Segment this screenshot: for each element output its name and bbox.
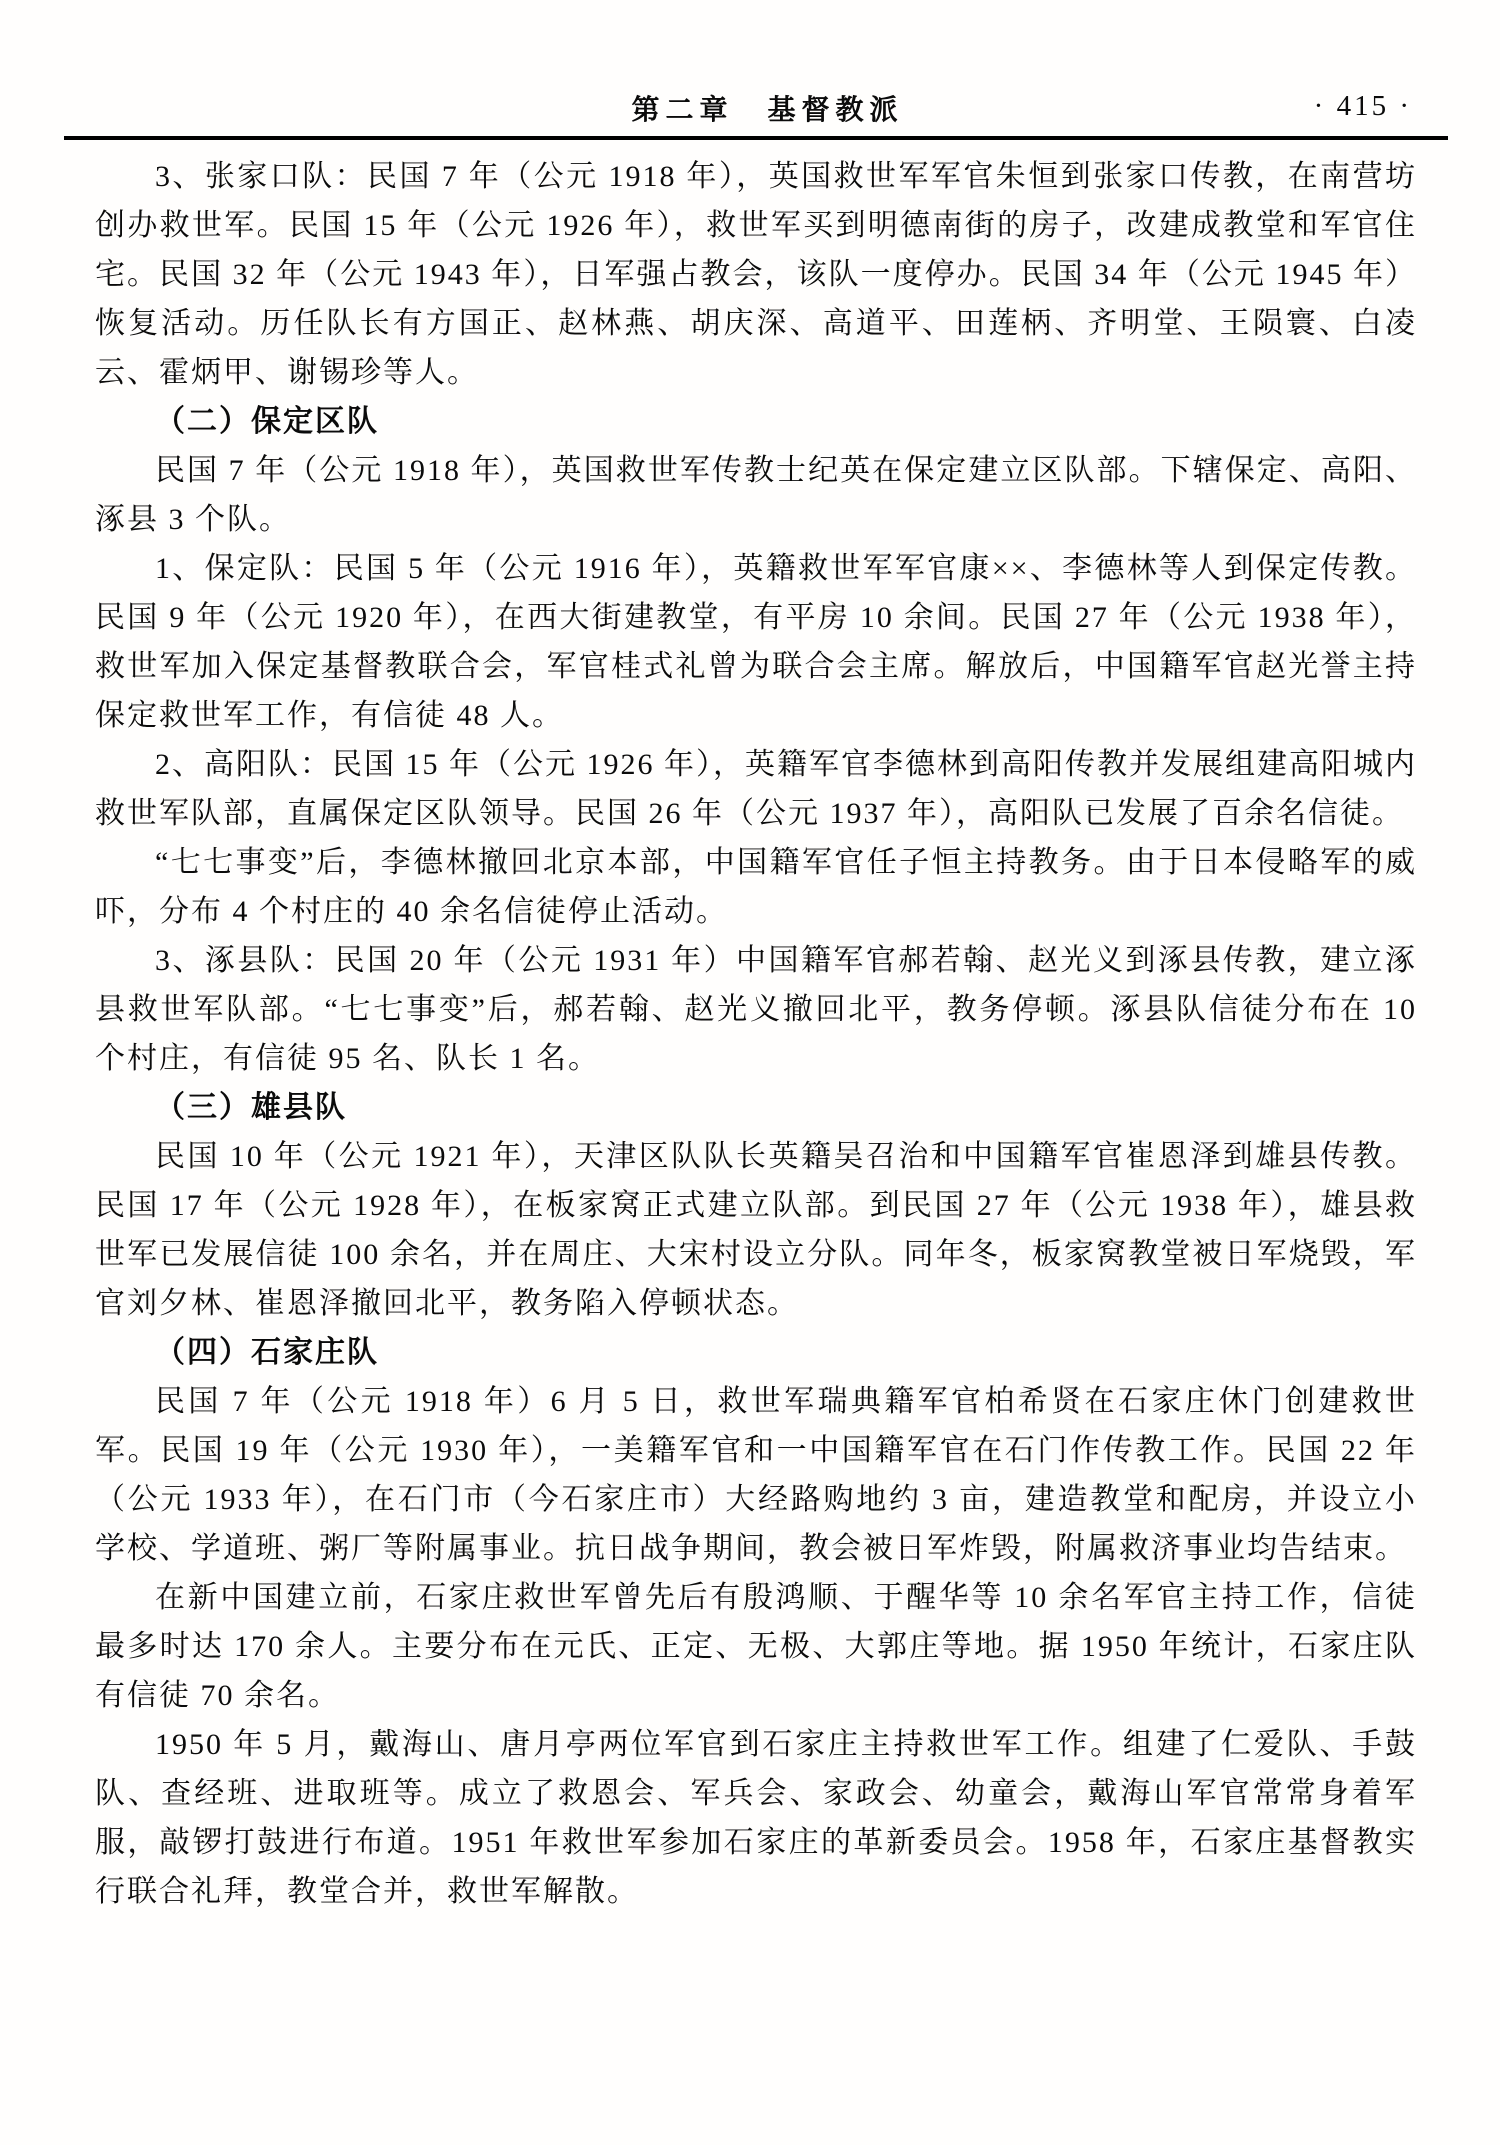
page-number: · 415 · <box>1313 90 1412 122</box>
paragraph: 民国 10 年（公元 1921 年），天津区队队长英籍吴召治和中国籍军官崔恩泽到雄县传教。民国 17 年（公元 1928 年），在板家窝正式建立队部。到民国 27 年（公元 1938 年），雄县救世军已发展信徒 100 余名，并在周庄、大宋村设立分队。同年冬，板家窝教堂被日军烧毁，军官刘夕林、崔恩泽撤回北平，教务陷入停顿状态。 <box>95 1140 1417 1320</box>
section-heading: （四）石家庄队 <box>155 1336 379 1369</box>
paragraph: “七七事变”后，李德林撤回北京本部，中国籍军官任子恒主持教务。由于日本侵略军的威吓，分布 4 个村庄的 40 余名信徒停止活动。 <box>95 846 1417 928</box>
paragraph: 在新中国建立前，石家庄救世军曾先后有殷鸿顺、于醒华等 10 余名军官主持工作，信徒最多时达 170 余人。主要分布在元氏、正定、无极、大郭庄等地。据 1950 年统计，石家庄队有信徒 70 余名。 <box>95 1581 1417 1712</box>
paragraph: 3、涿县队：民国 20 年（公元 1931 年）中国籍军官郝若翰、赵光义到涿县传教，建立涿县救世军队部。“七七事变”后，郝若翰、赵光义撤回北平，教务停顿。涿县队信徒分布在 10 个村庄，有信徒 95 名、队长 1 名。 <box>95 944 1417 1075</box>
page-body <box>95 152 1417 1916</box>
header-rule <box>64 136 1448 140</box>
section-heading: （二）保定区队 <box>155 405 379 438</box>
section-heading: （三）雄县队 <box>155 1091 347 1124</box>
paragraph: 3、张家口队：民国 7 年（公元 1918 年），英国救世军军官朱恒到张家口传教，在南营坊创办救世军。民国 15 年（公元 1926 年），救世军买到明德南街的房子，改建成教堂和军官住宅。民国 32 年（公元 1943 年），日军强占教会，该队一度停办。民国 34 年（公元 1945 年）恢复活动。历任队长有方国正、赵林燕、胡庆深、高道平、田莲柄、齐明堂、王陨寰、白凌云、霍炳甲、谢锡珍等人。 <box>95 160 1417 389</box>
running-head-chapter-title: 第二章 基督教派 <box>631 94 904 125</box>
paragraph: 民国 7 年（公元 1918 年）6 月 5 日，救世军瑞典籍军官柏希贤在石家庄休门创建救世军。民国 19 年（公元 1930 年），一美籍军官和一中国籍军官在石门作传教工作。民国 22 年（公元 1933 年），在石门市（今石家庄市）大经路购地约 3 亩，建造教堂和配房，并设立小学校、学道班、粥厂等附属事业。抗日战争期间，教会被日军炸毁，附属救济事业均告结束。 <box>95 1385 1417 1565</box>
page-header <box>95 88 1440 128</box>
paragraph: 1950 年 5 月，戴海山、唐月亭两位军官到石家庄主持救世军工作。组建了仁爱队、手鼓队、查经班、进取班等。成立了救恩会、军兵会、家政会、幼童会，戴海山军官常常身着军服，敲锣打鼓进行布道。1951 年救世军参加石家庄的革新委员会。1958 年，石家庄基督教实行联合礼拜，教堂合并，救世军解散。 <box>95 1728 1417 1908</box>
paragraph: 1、保定队：民国 5 年（公元 1916 年），英籍救世军军官康××、李德林等人到保定传教。民国 9 年（公元 1920 年），在西大街建教堂，有平房 10 余间。民国 27 年（公元 1938 年），救世军加入保定基督教联合会，军官桂式礼曾为联合会主席。解放后，中国籍军官赵光誉主持保定救世军工作，有信徒 48 人。 <box>95 552 1417 732</box>
paragraph: 民国 7 年（公元 1918 年），英国救世军传教士纪英在保定建立区队部。下辖保定、高阳、涿县 3 个队。 <box>95 454 1417 536</box>
paragraph: 2、高阳队：民国 15 年（公元 1926 年），英籍军官李德林到高阳传教并发展组建高阳城内救世军队部，直属保定区队领导。民国 26 年（公元 1937 年），高阳队已发展了百余名信徒。 <box>95 748 1417 830</box>
